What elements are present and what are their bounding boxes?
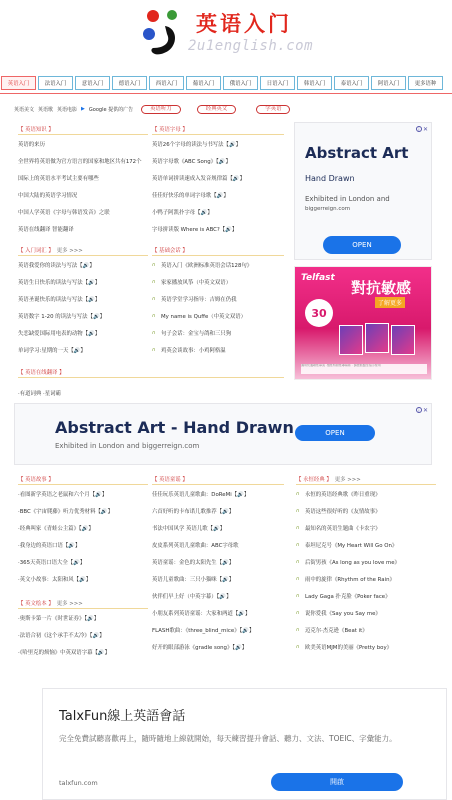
- list-item[interactable]: ·奥斯卡第一片《时世证券》【🔊】: [18, 615, 100, 622]
- pill-classic-essays[interactable]: 经典英文: [197, 105, 237, 114]
- list-item[interactable]: 皮皮系列英语儿童歌曲：ABC字母歌: [152, 542, 239, 549]
- headphone-icon: ∩: [296, 609, 300, 616]
- nav-item-russian[interactable]: 俄语入门: [223, 76, 258, 90]
- list-item[interactable]: 小朋友系列英语童谣：大家和两道【🔊】: [152, 610, 251, 617]
- list-item[interactable]: 英语生日快乐的读法与写法【🔊】: [18, 279, 101, 286]
- list-item[interactable]: ·法语合初《这个承手不太冷》【🔊】: [18, 632, 105, 639]
- list-item[interactable]: 英语我爱你的读法与写法【🔊】: [18, 262, 95, 269]
- more-link[interactable]: 更多 >>>: [56, 600, 83, 607]
- list-item[interactable]: ∩ 永恒的英语经典歌《昨日重现》: [296, 490, 381, 498]
- ad-talxfun[interactable]: [42, 688, 447, 800]
- list-item[interactable]: ∩ 迈克尔·杰克逊《Beat it》: [296, 626, 368, 634]
- list-item[interactable]: 六首好听的卡布诺儿歌推荐【🔊】: [152, 508, 235, 515]
- ad-headline: 對抗敏感: [351, 279, 412, 297]
- nav-item-english[interactable]: 英语入门: [1, 76, 36, 90]
- ad-url: talxfun.com: [59, 779, 98, 787]
- list-item[interactable]: 英语圣诞快乐的读法与写法【🔊】: [18, 296, 101, 303]
- list-item[interactable]: 伙伴们早上好（中英字幕）【🔊】: [152, 593, 232, 600]
- ad-headline: Abstract Art: [305, 144, 409, 162]
- product-box-icon: [391, 325, 415, 355]
- link-songs[interactable]: 英语歌: [38, 106, 54, 113]
- ad-open-button[interactable]: 開啟: [271, 773, 403, 791]
- section-english-knowledge: [18, 123, 148, 237]
- nav-item-arabic[interactable]: 阿语入门: [371, 76, 406, 90]
- list-item[interactable]: ·英文小故事：太阳和风【🔊】: [18, 576, 92, 583]
- list-item[interactable]: 英语数字 1-20 的读法与写法【🔊】: [18, 313, 106, 320]
- list-item[interactable]: 英语单词拼读速成入发音规律篇【🔊】: [152, 175, 245, 182]
- list-item[interactable]: ∩ 后街男孩《As long as you love me》: [296, 558, 400, 566]
- nav-item-german[interactable]: 德语入门: [112, 76, 147, 90]
- section-nursery-rhymes: [152, 473, 284, 655]
- ad-close-icon[interactable]: i ✕: [416, 407, 428, 414]
- section-title: 【 英文绘本 】 更多 >>>: [18, 597, 148, 609]
- list-item[interactable]: ·《哈里克的烦恼》中英双语字幕【🔊】: [18, 649, 110, 656]
- ad-text: 完全免費試聽喜歡再上，隨時隨地上線就開始，每天練習提升會話、聽力、文法、TOEIC、字彙能力。: [59, 734, 397, 743]
- list-item[interactable]: 字母拼读版 Where is ABC?【🔊】: [152, 226, 238, 233]
- quick-links-bar: [14, 103, 444, 115]
- list-item[interactable]: 小鸭子阿凯扑字母【🔊】: [152, 209, 213, 216]
- google-ad-label[interactable]: Google 提供的广告: [88, 106, 134, 113]
- list-item[interactable]: 单词学习:星期的一天【🔊】: [18, 347, 86, 354]
- list-item[interactable]: 好开的眼部游泳《gradle song》【🔊】: [152, 644, 248, 651]
- headphone-icon: ∩: [296, 541, 300, 548]
- ad-text: Exhibited in London and biggerreign.com: [305, 195, 390, 212]
- list-item[interactable]: 英语字母歌《ABC Song》【🔊】: [152, 158, 231, 165]
- headphone-icon: ∩: [296, 643, 300, 650]
- section-english-letters: [152, 123, 284, 237]
- list-item[interactable]: ∩ 说你爱我《Say you Say me》: [296, 609, 381, 617]
- headphone-icon: ∩: [296, 490, 300, 497]
- list-item[interactable]: ∩ 英语这些很好听的《友情故事》: [296, 507, 381, 515]
- list-item[interactable]: 英语儿童歌曲：三只小猫咪【🔊】: [152, 576, 235, 583]
- list-item[interactable]: 中国大陆的英语学习情况: [18, 192, 78, 199]
- section-online-translate: [18, 366, 284, 378]
- list-item[interactable]: ∩ Lady Gaga 扑克脸《Poker face》: [296, 592, 391, 600]
- list-item[interactable]: 佳佳玩乐英语儿童歌曲：DoReMi【🔊】: [152, 491, 250, 498]
- list-item[interactable]: ·365天英语口语大全【🔊】: [18, 559, 86, 566]
- list-item[interactable]: 书法中国风学 英语儿歌【🔊】: [152, 525, 226, 532]
- nav-item-portuguese[interactable]: 葡语入门: [186, 76, 221, 90]
- section-title[interactable]: 【 英语知识 】: [18, 123, 148, 135]
- headphone-icon: ∩: [152, 346, 156, 353]
- ad-abstract-art-banner[interactable]: [14, 403, 432, 465]
- product-box-icon: [365, 323, 389, 353]
- link-essays[interactable]: 英语美文: [14, 106, 35, 113]
- headphone-icon: ∩: [296, 524, 300, 531]
- ad-headline: Abstract Art - Hand Drawn: [55, 418, 294, 437]
- headphone-icon: ∩: [296, 626, 300, 633]
- pill-learn-english[interactable]: 学英语: [256, 105, 290, 114]
- ad-learn-more-button[interactable]: 了解更多: [375, 297, 405, 308]
- headphone-icon: ∩: [296, 558, 300, 565]
- logo-mark-icon[interactable]: [139, 6, 185, 62]
- more-link[interactable]: 更多 >>>: [334, 476, 361, 483]
- dictionary-links[interactable]: ·有道词典 ·星词霸: [18, 391, 61, 397]
- list-item[interactable]: ∩ 泰坦尼克号《My Heart Will Go On》: [296, 541, 398, 549]
- language-nav: [0, 76, 452, 92]
- link-movies[interactable]: 英语电影: [57, 106, 78, 113]
- ad-choices-icon[interactable]: ▶: [81, 106, 85, 112]
- list-item[interactable]: ·BBC《宇宙爬藤》听力优秀材料【🔊】: [18, 508, 113, 515]
- ad-subheadline: Hand Drawn: [305, 174, 355, 183]
- headphone-icon: ∩: [152, 278, 156, 285]
- list-item[interactable]: ∩ 句子会话：金宝与鸽和三只狗: [152, 329, 232, 337]
- list-item[interactable]: ∩ 英语入门《欧洲标准英语会话128句》: [152, 261, 253, 269]
- section-title: 【 入门词汇 】 更多 >>>: [18, 244, 148, 256]
- nav-item-japanese[interactable]: 日语入门: [260, 76, 295, 90]
- list-item[interactable]: ∩ My name is Quffe（中英文双语）: [152, 312, 246, 320]
- list-item[interactable]: ∩ 最知名的英语生题曲《卡农字》: [296, 524, 381, 532]
- ad-open-button[interactable]: OPEN: [323, 236, 401, 254]
- ad-fine-print: 適用於過敏性鼻炎 ·慢性特發性蕁麻疹 · 請按照醫生指示使用: [301, 364, 427, 374]
- logo-domain: 2u1english.com: [188, 38, 314, 54]
- section-basic-conversation: [152, 244, 284, 358]
- headphone-icon: ∩: [296, 575, 300, 582]
- list-item[interactable]: FLASH歌曲：《three_blind_mice》【🔊】: [152, 627, 255, 634]
- section-title[interactable]: 【 基础会话 】: [152, 244, 284, 256]
- ad-abstract-art[interactable]: [294, 122, 432, 260]
- ad-telfast[interactable]: [294, 266, 432, 380]
- headphone-icon: ∩: [152, 295, 156, 302]
- list-item[interactable]: ∩ 雨中的旋律《Rhythm of the Rain》: [296, 575, 395, 583]
- headphone-icon: ∩: [152, 261, 156, 268]
- list-item[interactable]: ∩ 欧美英语MJM的美丽《Pretty boy》: [296, 643, 393, 651]
- section-title[interactable]: 【 英语故事 】: [18, 473, 148, 485]
- ad-open-button[interactable]: OPEN: [295, 425, 375, 441]
- list-item[interactable]: 中国人学英语《字母与韩语发音》之联: [18, 209, 110, 216]
- pill-listening[interactable]: 英语听力: [141, 105, 181, 114]
- list-item[interactable]: 佳佳好快乐的单词字母歌【🔊】: [152, 192, 229, 199]
- section-title[interactable]: 【 英语在线翻译 】: [18, 366, 284, 378]
- list-item[interactable]: 全世界将英语做为官方语言的国家和地区共有172个: [18, 158, 142, 165]
- list-item[interactable]: ∩ 家家播放风筝（中英文双语）: [152, 278, 232, 286]
- section-timeless-classics: [296, 473, 436, 655]
- section-picture-books: [18, 597, 148, 660]
- nav-item-thai[interactable]: 泰语入门: [334, 76, 369, 90]
- list-item[interactable]: ·经典叫家《青蛙公主篇》【🔊】: [18, 525, 94, 532]
- nav-item-more[interactable]: 更多语种: [408, 76, 443, 90]
- logo-title[interactable]: 英语入门: [196, 12, 292, 36]
- list-item[interactable]: ∩ 鸡英会谈故事：小鸡阿格温: [152, 346, 226, 354]
- section-title: 【 永恒经典 】 更多 >>>: [296, 473, 436, 485]
- nav-item-korean[interactable]: 韩语入门: [297, 76, 332, 90]
- list-item[interactable]: 英语童谣：金色的太阳先生【🔊】: [152, 559, 235, 566]
- nav-item-french[interactable]: 法语入门: [38, 76, 73, 90]
- list-item[interactable]: 英语的来历: [18, 141, 45, 148]
- list-item[interactable]: ·看图新学英语之老鼠和六个月【🔊】: [18, 491, 108, 498]
- headphone-icon: ∩: [152, 329, 156, 336]
- headphone-icon: ∩: [296, 592, 300, 599]
- nav-item-spanish[interactable]: 西语入门: [149, 76, 184, 90]
- list-item[interactable]: 英语在线翻译 智能翻译: [18, 226, 74, 233]
- list-item[interactable]: 失恋缺爱国际用电表的动物【🔊】: [18, 330, 101, 337]
- list-item[interactable]: ∩ 英语学堂学习指导：吉姆在仍我: [152, 295, 237, 303]
- section-english-stories: [18, 473, 148, 587]
- ad-headline: TalxFun線上英語會話: [59, 709, 186, 724]
- product-box-icon: [339, 325, 363, 355]
- more-link[interactable]: 更多 >>>: [56, 247, 83, 254]
- ad-badge: 30: [305, 299, 333, 327]
- list-item[interactable]: 英语26个字母的读法与书写法【🔊】: [152, 141, 242, 148]
- section-title[interactable]: 【 英语童谣 】: [152, 473, 284, 485]
- list-item[interactable]: ·我身边的英语口语【🔊】: [18, 542, 81, 549]
- ad-close-icon[interactable]: i ✕: [416, 126, 428, 133]
- nav-item-italian[interactable]: 意语入门: [75, 76, 110, 90]
- headphone-icon: ∩: [152, 312, 156, 319]
- site-header: [0, 0, 452, 74]
- ad-brand: Telfast: [301, 273, 335, 283]
- list-item[interactable]: 国际上的英语水平考试主要有哪些: [18, 175, 99, 182]
- ad-text: Exhibited in London and biggerreign.com: [55, 442, 200, 450]
- headphone-icon: ∩: [296, 507, 300, 514]
- nav-divider: [0, 93, 452, 94]
- section-title[interactable]: 【 英语字母 】: [152, 123, 284, 135]
- section-intro-vocabulary: [18, 244, 148, 358]
